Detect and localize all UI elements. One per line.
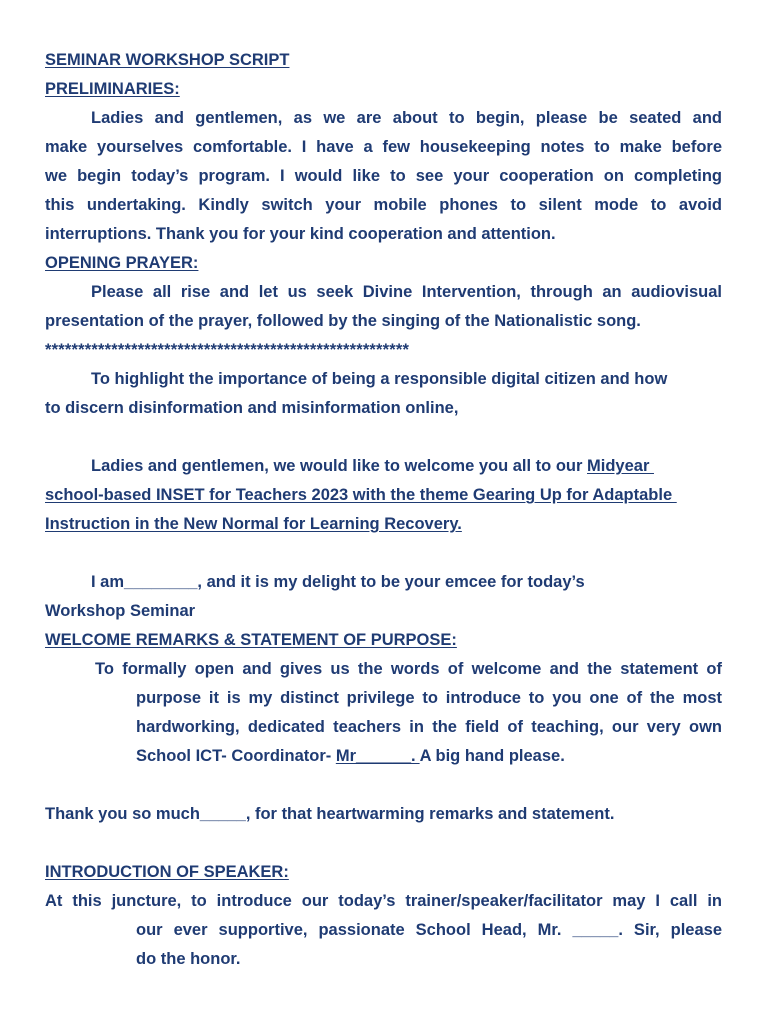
paragraph-line: our ever supportive, passionate School Head, Mr. _____. Sir, please — [136, 921, 722, 939]
document-title: SEMINAR WORKSHOP SCRIPT — [45, 51, 290, 69]
event-name-part: school-based INSET for Teachers 2023 with the theme Gearing Up for Adaptable — [45, 486, 677, 504]
paragraph-line: presentation of the prayer, followed by the singing of the Nationalistic song. — [45, 312, 641, 330]
paragraph-line: To highlight the importance of being a responsible digital citizen and how — [91, 370, 668, 388]
paragraph-line: purpose it is my distinct privilege to introduce to you one of the most — [136, 689, 722, 707]
paragraph-line: interruptions. Thank you for your kind cooperation and attention. — [45, 225, 556, 243]
paragraph-line: do the honor. — [136, 950, 241, 968]
separator-line: ******************************************************* — [45, 341, 410, 359]
coordinator-name-blank: Mr______. — [335, 747, 420, 765]
paragraph-line: To formally open and gives us the words of welcome and the statement of — [95, 660, 722, 678]
paragraph-line: At this juncture, to introduce our today’s trainer/speaker/facilitator may I call in — [45, 892, 722, 910]
coordinator-suffix: A big hand please. — [419, 747, 565, 765]
emcee-line: I am________, and it is my delight to be your emcee for today’s — [91, 573, 585, 591]
emcee-line: Workshop Seminar — [45, 602, 196, 620]
section-heading-preliminaries: PRELIMINARIES: — [45, 80, 180, 98]
event-name-part: Midyear — [587, 457, 654, 475]
paragraph-line: hardworking, dedicated teachers in the field of teaching, our very own — [136, 718, 722, 736]
section-heading-introduction-of-speaker: INTRODUCTION OF SPEAKER: — [45, 863, 289, 881]
welcome-prefix: Ladies and gentlemen, we would like to welcome you all to our — [91, 457, 588, 475]
welcome-line — [45, 452, 654, 481]
event-name-part: Instruction in the New Normal for Learning Recovery. — [45, 515, 462, 533]
paragraph-line: we begin today’s program. I would like to see your cooperation on completing — [45, 167, 722, 185]
section-heading-welcome-remarks: WELCOME REMARKS & STATEMENT OF PURPOSE: — [45, 631, 457, 649]
section-heading-opening-prayer: OPENING PRAYER: — [45, 254, 199, 272]
paragraph-line — [136, 742, 565, 771]
coordinator-prefix: School ICT- Coordinator- — [136, 747, 336, 765]
thanks-line: Thank you so much_____, for that heartwarming remarks and statement. — [45, 805, 615, 823]
paragraph-line: Please all rise and let us seek Divine Intervention, through an audiovisual — [91, 283, 722, 301]
paragraph-line: to discern disinformation and misinformation online, — [45, 399, 459, 417]
paragraph-line: Ladies and gentlemen, as we are about to begin, please be seated and — [91, 109, 722, 127]
paragraph-line: this undertaking. Kindly switch your mobile phones to silent mode to avoid — [45, 196, 722, 214]
paragraph-line: make yourselves comfortable. I have a few housekeeping notes to make before — [45, 138, 722, 156]
